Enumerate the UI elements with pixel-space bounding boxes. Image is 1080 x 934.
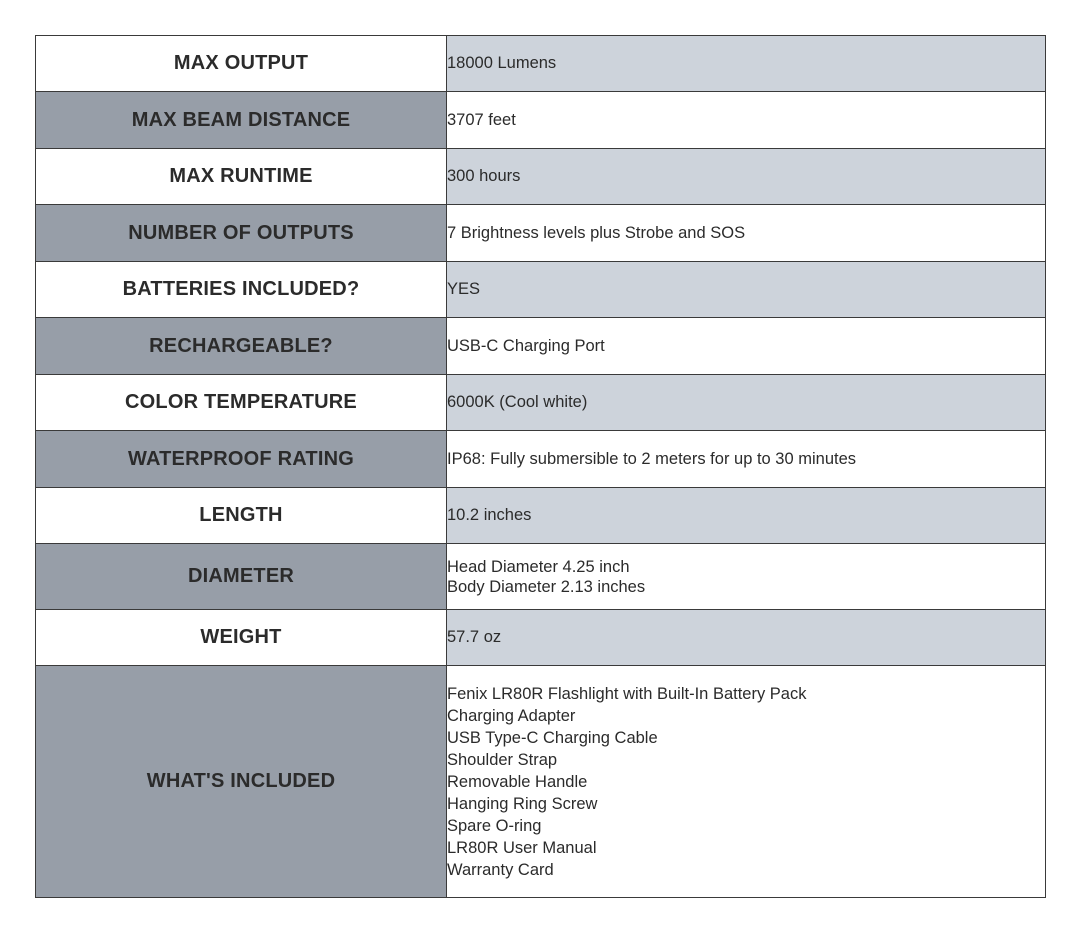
list-item: Charging Adapter: [447, 706, 576, 725]
spec-row-number-of-outputs: [36, 205, 1046, 262]
spec-value: [447, 544, 1046, 610]
spec-value: 6000K (Cool white): [447, 375, 1046, 431]
spec-label: MAX OUTPUT: [36, 36, 447, 92]
spec-value: 3707 feet: [447, 92, 1046, 149]
spec-row-max-runtime: [36, 149, 1046, 205]
spec-value: 10.2 inches: [447, 488, 1046, 544]
spec-table: [35, 35, 1046, 898]
list-item: USB Type-C Charging Cable: [447, 728, 658, 747]
spec-row-weight: [36, 610, 1046, 666]
list-item: Fenix LR80R Flashlight with Built-In Battery Pack: [447, 684, 807, 703]
spec-value: 300 hours: [447, 149, 1046, 205]
spec-label: MAX RUNTIME: [36, 149, 447, 205]
list-item: Shoulder Strap: [447, 750, 558, 769]
spec-row-diameter: [36, 544, 1046, 610]
spec-row-color-temperature: [36, 375, 1046, 431]
spec-label: NUMBER OF OUTPUTS: [36, 205, 447, 262]
spec-label: WATERPROOF RATING: [36, 431, 447, 488]
spec-row-max-beam-distance: [36, 92, 1046, 149]
spec-label: WHAT'S INCLUDED: [36, 666, 447, 898]
spec-label: DIAMETER: [36, 544, 447, 610]
spec-value: USB-C Charging Port: [447, 318, 1046, 375]
diameter-line: Head Diameter 4.25 inch: [447, 557, 630, 576]
spec-value: 7 Brightness levels plus Strobe and SOS: [447, 205, 1046, 262]
spec-label: LENGTH: [36, 488, 447, 544]
spec-label: RECHARGEABLE?: [36, 318, 447, 375]
spec-row-waterproof-rating: [36, 431, 1046, 488]
spec-label: COLOR TEMPERATURE: [36, 375, 447, 431]
spec-label: BATTERIES INCLUDED?: [36, 262, 447, 318]
list-item: Warranty Card: [447, 860, 554, 879]
list-item: Removable Handle: [447, 772, 588, 791]
included-list: [447, 667, 1045, 897]
spec-value: [447, 666, 1046, 898]
spec-value: IP68: Fully submersible to 2 meters for up to 30 minutes: [447, 431, 1046, 488]
diameter-line: Body Diameter 2.13 inches: [447, 577, 646, 596]
spec-row-rechargeable: [36, 318, 1046, 375]
spec-value: 18000 Lumens: [447, 36, 1046, 92]
spec-row-max-output: [36, 36, 1046, 92]
list-item: Hanging Ring Screw: [447, 794, 598, 813]
spec-row-whats-included: [36, 666, 1046, 898]
spec-value: 57.7 oz: [447, 610, 1046, 666]
spec-label: MAX BEAM DISTANCE: [36, 92, 447, 149]
spec-label: WEIGHT: [36, 610, 447, 666]
list-item: Spare O-ring: [447, 816, 542, 835]
spec-row-batteries-included: [36, 262, 1046, 318]
spec-row-length: [36, 488, 1046, 544]
spec-value: YES: [447, 262, 1046, 318]
list-item: LR80R User Manual: [447, 838, 597, 857]
